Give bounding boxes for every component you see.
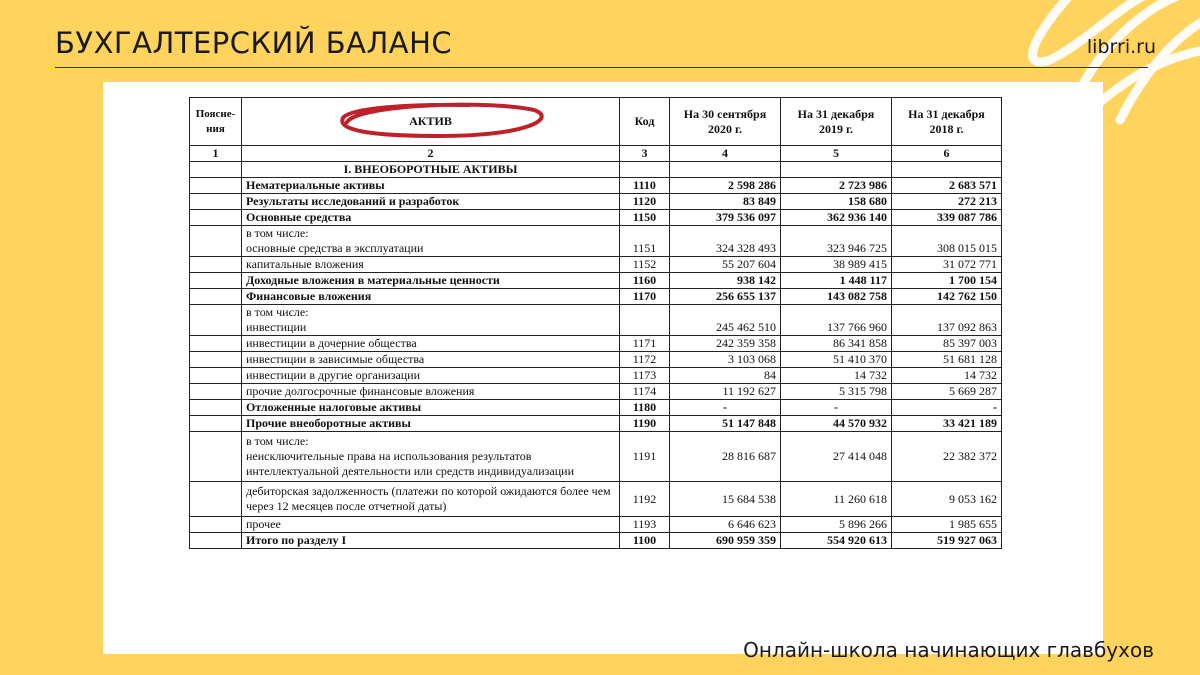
row-value-2019: 38 989 415 — [781, 257, 892, 273]
row-name: инвестиции в другие организации — [242, 368, 620, 384]
row-value-2019: 11 260 618 — [781, 482, 892, 517]
balance-sheet-table — [189, 97, 1002, 549]
colnum-5: 5 — [781, 146, 892, 162]
row-code: 1120 — [620, 194, 670, 210]
row-value-2018: 33 421 189 — [892, 416, 1002, 432]
row-code: 1160 — [620, 273, 670, 289]
row-value-2018: 272 213 — [892, 194, 1002, 210]
row-value-2018: 14 732 — [892, 368, 1002, 384]
table-row — [190, 352, 1002, 368]
row-name: прочие долгосрочные финансовые вложения — [242, 384, 620, 400]
row-code: 1171 — [620, 336, 670, 352]
row-code: 1190 — [620, 416, 670, 432]
row-name: Результаты исследований и разработок — [242, 194, 620, 210]
table-row — [190, 178, 1002, 194]
row-value-2020: 83 849 — [670, 194, 781, 210]
row-value-2020: 938 142 — [670, 273, 781, 289]
row-value-2018: 1 700 154 — [892, 273, 1002, 289]
row-name-cell — [242, 305, 620, 336]
row-value-2018: 1 985 655 — [892, 517, 1002, 533]
row-value-2019: 27 414 048 — [781, 432, 892, 482]
table-row-total — [190, 533, 1002, 549]
title-divider — [55, 67, 1148, 68]
row-name: инвестиции — [246, 320, 307, 334]
row-value-2018: 2 683 571 — [892, 178, 1002, 194]
row-name: инвестиции в зависимые общества — [242, 352, 620, 368]
row-value-2020: 245 462 510 — [670, 305, 781, 336]
row-value-2019: 51 410 370 — [781, 352, 892, 368]
row-value-2018: 142 762 150 — [892, 289, 1002, 305]
header-row — [190, 98, 1002, 146]
header-col3: На 31 декабря 2018 г. — [892, 98, 1002, 146]
row-value-2020: 84 — [670, 368, 781, 384]
header-code: Код — [620, 98, 670, 146]
table-row — [190, 400, 1002, 416]
table-row — [190, 210, 1002, 226]
table-row — [190, 194, 1002, 210]
row-value-2018: 22 382 372 — [892, 432, 1002, 482]
row-value-2019: 5 896 266 — [781, 517, 892, 533]
section-row — [190, 162, 1002, 178]
colnum-3: 3 — [620, 146, 670, 162]
row-name: дебиторская задолженность (платежи по которой ожидаются более чем через 12 месяцев после отчетной даты) — [242, 482, 620, 517]
row-value-2018: 519 927 063 — [892, 533, 1002, 549]
table-row — [190, 273, 1002, 289]
table-row — [190, 305, 1002, 336]
row-name: капитальные вложения — [242, 257, 620, 273]
row-name: Итого по разделу I — [242, 533, 620, 549]
table-row — [190, 368, 1002, 384]
row-value-2019: 1 448 117 — [781, 273, 892, 289]
row-code: 1110 — [620, 178, 670, 194]
row-name: Нематериальные активы — [242, 178, 620, 194]
row-value-2018: 339 087 786 — [892, 210, 1002, 226]
row-value-2018: 51 681 128 — [892, 352, 1002, 368]
row-value-2018: - — [892, 400, 1002, 416]
table-row — [190, 226, 1002, 257]
row-prefix: в том числе: — [246, 226, 309, 240]
header-col1: На 30 сентября 2020 г. — [670, 98, 781, 146]
row-code: 1173 — [620, 368, 670, 384]
row-value-2020: 379 536 097 — [670, 210, 781, 226]
row-value-2020: 242 359 358 — [670, 336, 781, 352]
document-card — [103, 82, 1103, 654]
row-value-2018: 9 053 162 — [892, 482, 1002, 517]
footer-tagline: Онлайн-школа начинающих главбухов — [743, 638, 1154, 662]
row-name-cell — [242, 432, 620, 482]
colnum-4: 4 — [670, 146, 781, 162]
header-note: Поясне-ния — [190, 98, 242, 146]
row-code: 1152 — [620, 257, 670, 273]
row-name: Финансовые вложения — [242, 289, 620, 305]
row-code: 1174 — [620, 384, 670, 400]
row-name: Отложенные налоговые активы — [242, 400, 620, 416]
table-row — [190, 432, 1002, 482]
row-code — [620, 305, 670, 336]
header-asset-label: АКТИВ — [409, 114, 452, 128]
row-code: 1193 — [620, 517, 670, 533]
slide-title: БУХГАЛТЕРСКИЙ БАЛАНС — [55, 26, 453, 60]
table-row — [190, 416, 1002, 432]
section-title: I. ВНЕОБОРОТНЫЕ АКТИВЫ — [242, 162, 620, 178]
row-value-2019: 2 723 986 — [781, 178, 892, 194]
row-value-2019: 362 936 140 — [781, 210, 892, 226]
row-code: 1191 — [620, 432, 670, 482]
column-number-row — [190, 146, 1002, 162]
row-value-2019: 5 315 798 — [781, 384, 892, 400]
header-col2: На 31 декабря 2019 г. — [781, 98, 892, 146]
row-prefix: в том числе: — [246, 305, 309, 319]
table-row — [190, 384, 1002, 400]
row-name: прочее — [242, 517, 620, 533]
row-name-cell — [242, 226, 620, 257]
table-row — [190, 482, 1002, 517]
row-value-2020: 3 103 068 — [670, 352, 781, 368]
row-value-2020: - — [670, 400, 781, 416]
row-value-2020: 6 646 623 — [670, 517, 781, 533]
row-code: 1150 — [620, 210, 670, 226]
row-value-2018: 308 015 015 — [892, 226, 1002, 257]
row-value-2020: 690 959 359 — [670, 533, 781, 549]
row-value-2020: 15 684 538 — [670, 482, 781, 517]
row-value-2020: 28 816 687 — [670, 432, 781, 482]
row-name: Прочие внеоборотные активы — [242, 416, 620, 432]
colnum-2: 2 — [242, 146, 620, 162]
row-value-2018: 137 092 863 — [892, 305, 1002, 336]
row-value-2019: 86 341 858 — [781, 336, 892, 352]
row-name: основные средства в эксплуатации — [246, 241, 424, 255]
row-code: 1100 — [620, 533, 670, 549]
row-value-2019: 158 680 — [781, 194, 892, 210]
table-row — [190, 289, 1002, 305]
row-value-2020: 324 328 493 — [670, 226, 781, 257]
row-value-2019: 143 082 758 — [781, 289, 892, 305]
row-code: 1192 — [620, 482, 670, 517]
row-value-2018: 31 072 771 — [892, 257, 1002, 273]
row-value-2019: 554 920 613 — [781, 533, 892, 549]
row-name: Основные средства — [242, 210, 620, 226]
row-name: неисключительные права на использования результатов интеллектуальной деятельности или средств индивидуализации — [246, 449, 574, 478]
row-code: 1180 — [620, 400, 670, 416]
row-value-2019: 44 570 932 — [781, 416, 892, 432]
row-value-2020: 11 192 627 — [670, 384, 781, 400]
row-prefix: в том числе: — [246, 434, 309, 448]
row-value-2020: 2 598 286 — [670, 178, 781, 194]
row-name: Доходные вложения в материальные ценности — [242, 273, 620, 289]
row-value-2019: 14 732 — [781, 368, 892, 384]
row-value-2018: 85 397 003 — [892, 336, 1002, 352]
site-link[interactable]: librri.ru — [1086, 36, 1156, 58]
table-row — [190, 517, 1002, 533]
row-value-2020: 51 147 848 — [670, 416, 781, 432]
header-asset — [242, 98, 620, 146]
row-code: 1170 — [620, 289, 670, 305]
table-row — [190, 257, 1002, 273]
row-value-2019: 137 766 960 — [781, 305, 892, 336]
colnum-6: 6 — [892, 146, 1002, 162]
row-code: 1151 — [620, 226, 670, 257]
row-code: 1172 — [620, 352, 670, 368]
row-name: инвестиции в дочерние общества — [242, 336, 620, 352]
table-row — [190, 336, 1002, 352]
colnum-1: 1 — [190, 146, 242, 162]
row-value-2020: 55 207 604 — [670, 257, 781, 273]
row-value-2019: 323 946 725 — [781, 226, 892, 257]
row-value-2019: - — [781, 400, 892, 416]
row-value-2020: 256 655 137 — [670, 289, 781, 305]
row-value-2018: 5 669 287 — [892, 384, 1002, 400]
